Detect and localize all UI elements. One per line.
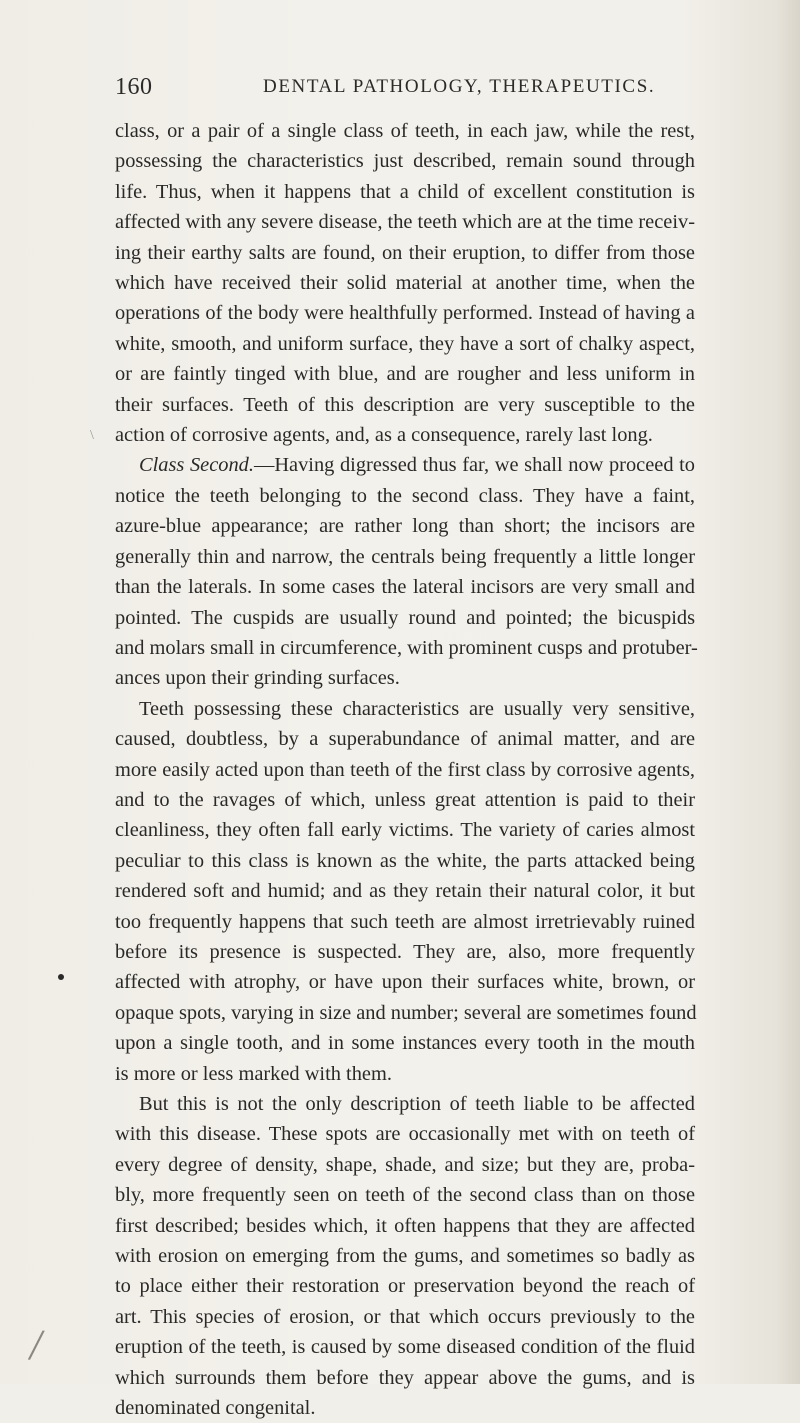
text-line: ing their earthy salts are found, on their eruption, to differ from those bbox=[115, 241, 695, 264]
text-line: is more or less marked with them. bbox=[115, 1062, 392, 1085]
text-line: or are faintly tinged with blue, and are rougher and less uniform in bbox=[115, 363, 695, 386]
text-line: azure-blue appearance; are rather long than short; the incisors are bbox=[115, 515, 695, 538]
text-line: with erosion on emerging from the gums, and sometimes so badly as bbox=[115, 1245, 695, 1268]
text-line: before its presence is suspected. They are, also, more frequently bbox=[115, 940, 695, 963]
running-head: DENTAL PATHOLOGY, THERAPEUTICS. bbox=[263, 76, 656, 97]
text-line: which have received their solid material at another time, when the bbox=[115, 272, 695, 295]
text-line: opaque spots, varying in size and number; several are sometimes found bbox=[115, 1001, 697, 1024]
text-line: to place either their restoration or preservation beyond the reach of bbox=[115, 1275, 695, 1298]
text-line: which surrounds them before they appear above the gums, and is bbox=[115, 1366, 695, 1389]
text-line: upon a single tooth, and in some instances every tooth in the mouth bbox=[115, 1032, 695, 1055]
text-line: their surfaces. Teeth of this description are very susceptible to the bbox=[115, 393, 695, 416]
text-line: with this disease. These spots are occasionally met with on teeth of bbox=[115, 1123, 695, 1146]
margin-dot-mark bbox=[58, 974, 64, 980]
text-line: eruption of the teeth, is caused by some diseased condition of the fluid bbox=[115, 1336, 695, 1359]
page-header bbox=[115, 74, 695, 108]
text-line: too frequently happens that such teeth are almost irretrievably ruined bbox=[115, 910, 695, 933]
text-line: class, or a pair of a single class of teeth, in each jaw, while the rest, bbox=[115, 120, 695, 142]
page-number: 160 bbox=[115, 74, 153, 100]
text-line: and to the ravages of which, unless great attention is paid to their bbox=[115, 788, 695, 811]
margin-slash-mark: / bbox=[26, 1318, 47, 1371]
text-line: first described; besides which, it often happens that they are affected bbox=[115, 1214, 695, 1237]
paragraph-first-line: But this is not the only description of teeth liable to be affected bbox=[139, 1093, 695, 1115]
text-line: than the laterals. In some cases the lateral incisors are very small and bbox=[115, 576, 695, 599]
text-line: generally thin and narrow, the centrals being frequently a little longer bbox=[115, 545, 695, 568]
text-line: more easily acted upon than teeth of the first class by corrosive agents, bbox=[115, 758, 695, 781]
text-line: life. Thus, when it happens that a child of excellent constitution is bbox=[115, 180, 695, 203]
section-first-line-text: —Having digressed thus far, we shall now proceed to bbox=[253, 454, 695, 477]
paragraph-first-line: Teeth possessing these characteristics are usually very sensitive, bbox=[139, 697, 695, 720]
text-line: pointed. The cuspids are usually round and pointed; the bicuspids bbox=[115, 606, 695, 629]
text-line: peculiar to this class is known as the white, the parts attacked being bbox=[115, 849, 695, 872]
body-text bbox=[115, 116, 698, 1423]
text-line: action of corrosive agents, and, as a consequence, rarely last long. bbox=[115, 424, 653, 447]
text-line: every degree of density, shape, shade, and size; but they are, proba- bbox=[115, 1153, 695, 1176]
text-line: art. This species of erosion, or that which occurs previously to the bbox=[115, 1305, 695, 1328]
text-line: denominated congenital. bbox=[115, 1397, 316, 1420]
text-line: and molars small in circumference, with prominent cusps and protuber- bbox=[115, 636, 698, 659]
text-line: affected with any severe disease, the teeth which are at the time receiv- bbox=[115, 211, 695, 234]
text-line: affected with atrophy, or have upon their surfaces white, brown, or bbox=[115, 971, 695, 994]
text-line: cleanliness, they often fall early victims. The variety of caries almost bbox=[115, 819, 695, 842]
section-first-line bbox=[115, 450, 695, 480]
section-label: Class Second. bbox=[139, 454, 254, 477]
text-line: bly, more frequently seen on teeth of the second class than on those bbox=[115, 1184, 695, 1207]
text-line: rendered soft and humid; and as they retain their natural color, it but bbox=[115, 880, 695, 903]
text-line: notice the teeth belonging to the second class. They have a faint, bbox=[115, 484, 695, 507]
text-line: white, smooth, and uniform surface, they have a sort of chalky aspect, bbox=[115, 332, 695, 355]
text-line: possessing the characteristics just described, remain sound through bbox=[115, 150, 695, 173]
margin-tick-mark: \ bbox=[90, 428, 94, 443]
text-line: operations of the body were healthfully performed. Instead of having a bbox=[115, 302, 695, 325]
text-line: ances upon their grinding surfaces. bbox=[115, 667, 400, 690]
text-line: caused, doubtless, by a superabundance of animal matter, and are bbox=[115, 728, 695, 751]
